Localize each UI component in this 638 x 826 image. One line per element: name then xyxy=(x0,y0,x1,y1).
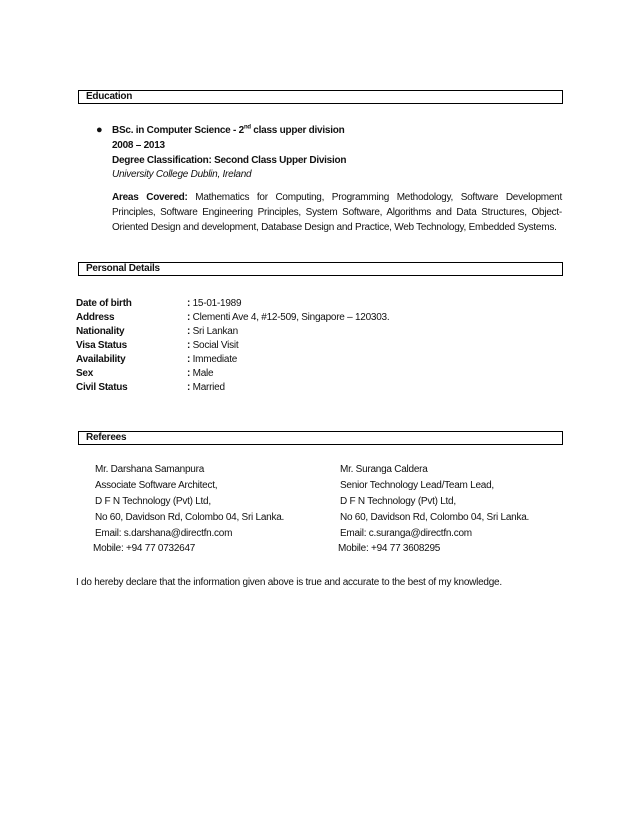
university-name: University College Dublin, Ireland xyxy=(112,169,252,180)
civil-status-value: Married xyxy=(192,382,225,393)
nationality-value: Sri Lankan xyxy=(192,326,238,337)
pd-label-address: Address xyxy=(76,312,115,323)
referee-left-company: D F N Technology (Pvt) Ltd, xyxy=(95,496,211,507)
personal-details-heading xyxy=(78,262,563,276)
areas-covered-text: Mathematics for Computing, Programming Methodology, Software Development Principles, Software Engineering Principles, System Software, Algorithms and Data Structures, Object-Oriented Design and development, Database Design and Practice, Web Technology, Embedded Systems. xyxy=(112,192,563,233)
education-heading xyxy=(78,90,563,104)
referee-right-mobile: Mobile: +94 77 3608295 xyxy=(338,543,441,554)
referee-right-company: D F N Technology (Pvt) Ltd, xyxy=(340,496,456,507)
pd-label-availability: Availability xyxy=(76,354,126,365)
pd-value-availability: : Immediate xyxy=(187,354,238,365)
availability-value: Immediate xyxy=(192,354,238,365)
pd-label-visa: Visa Status xyxy=(76,340,127,351)
sex-value: Male xyxy=(192,368,214,379)
address-value: Clementi Ave 4, #12-509, Singapore – 120303. xyxy=(192,312,390,323)
degree-years: 2008 – 2013 xyxy=(112,140,165,151)
referees-heading-label: Referees xyxy=(86,432,127,443)
referee-right-email: Email: c.suranga@directfn.com xyxy=(340,528,472,539)
declaration-text: I do hereby declare that the information given above is true and accurate to the best of my knowledge. xyxy=(76,577,502,588)
pd-value-address: : Clementi Ave 4, #12-509, Singapore – 120303. xyxy=(187,312,390,323)
pd-value-nationality: : Sri Lankan xyxy=(187,326,238,337)
pd-value-visa: : Social Visit xyxy=(187,340,239,351)
referee-left-email: Email: s.darshana@directfn.com xyxy=(95,528,233,539)
degree-suffix: class upper division xyxy=(250,125,345,136)
referee-left-title: Associate Software Architect, xyxy=(95,480,218,491)
degree-classification: Degree Classification: Second Class Upper Division xyxy=(112,155,347,166)
referees-heading xyxy=(78,431,563,445)
referee-left-name: Mr. Darshana Samanpura xyxy=(95,464,205,475)
referee-right-title: Senior Technology Lead/Team Lead, xyxy=(340,480,494,491)
pd-value-dob: : 15-01-1989 xyxy=(187,298,242,309)
areas-covered-paragraph xyxy=(112,190,562,235)
degree-title: BSc. in Computer Science - 2 xyxy=(112,125,244,136)
degree-line xyxy=(112,124,344,137)
personal-details-heading-label: Personal Details xyxy=(86,263,160,274)
referee-left-mobile: Mobile: +94 77 0732647 xyxy=(93,543,196,554)
pd-label-civil-status: Civil Status xyxy=(76,382,128,393)
referee-right-name: Mr. Suranga Caldera xyxy=(340,464,428,475)
pd-label-sex: Sex xyxy=(76,368,94,379)
dob-value: 15-01-1989 xyxy=(192,298,242,309)
pd-label-nationality: Nationality xyxy=(76,326,125,337)
areas-covered-label: Areas Covered: xyxy=(112,192,188,203)
pd-value-sex: : Male xyxy=(187,368,214,379)
referee-left-address: No 60, Davidson Rd, Colombo 04, Sri Lanka. xyxy=(95,512,285,523)
pd-value-civil-status: : Married xyxy=(187,382,225,393)
visa-value: Social Visit xyxy=(192,340,239,351)
education-heading-label: Education xyxy=(86,91,133,102)
referee-right-address: No 60, Davidson Rd, Colombo 04, Sri Lanka. xyxy=(340,512,530,523)
bullet-icon: ● xyxy=(96,124,103,136)
degree-superscript: nd xyxy=(243,124,251,131)
pd-label-dob: Date of birth xyxy=(76,298,132,309)
